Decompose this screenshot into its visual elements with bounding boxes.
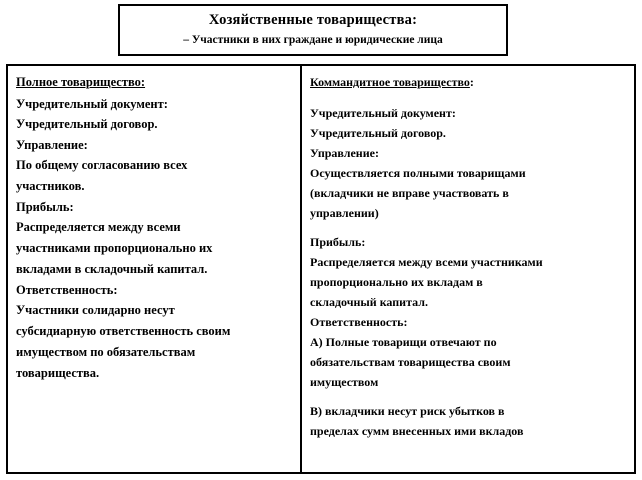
left-text-liability-1: Участники солидарно несут	[16, 303, 175, 317]
right-block-profit	[310, 232, 626, 312]
page-title: Хозяйственные товарищества:	[208, 12, 418, 28]
right-block-founding-document	[310, 103, 626, 143]
spacer-right-3	[310, 392, 626, 401]
column-limited-partnership	[302, 66, 634, 472]
title-box	[118, 4, 508, 56]
left-text-profit-3: вкладами в складочный капитал.	[16, 262, 208, 276]
right-label-liability: Ответственность:	[310, 315, 408, 329]
left-text-liability-4: товарищества.	[16, 366, 100, 380]
right-block-management	[310, 143, 626, 223]
right-label-founding-document: Учредительный документ:	[310, 106, 456, 120]
right-text-management-3: управлении)	[310, 206, 379, 220]
right-block-liability	[310, 312, 626, 392]
left-block-founding-document	[16, 94, 292, 135]
right-block-contributors	[310, 401, 626, 441]
left-text-liability-2: субсидиарную ответственность своим	[16, 324, 231, 338]
column-right-heading-colon: :	[469, 75, 474, 89]
left-label-profit: Прибыль:	[16, 200, 74, 214]
column-left-heading: Полное товарищество:	[16, 75, 146, 89]
column-full-partnership	[8, 66, 302, 472]
left-label-management: Управление:	[16, 138, 88, 152]
spacer-right-2	[310, 223, 626, 232]
right-text-liability-3: имуществом	[310, 375, 379, 389]
left-text-profit-2: участниками пропорционально их	[16, 241, 213, 255]
right-text-profit-3: складочный капитал.	[310, 295, 428, 309]
left-text-management-2: участников.	[16, 179, 85, 193]
left-text-founding-document-1: Учредительный договор.	[16, 117, 158, 131]
right-label-profit: Прибыль:	[310, 235, 366, 249]
left-block-management	[16, 135, 292, 197]
left-text-management-1: По общему согласованию всех	[16, 158, 188, 172]
comparison-table	[6, 64, 636, 474]
right-text-contributors-2: пределах сумм внесенных ими вкладов	[310, 424, 524, 438]
right-text-management-1: Осуществляется полными товарищами	[310, 166, 526, 180]
column-right-heading-text: Коммандитное товарищество	[310, 75, 470, 89]
right-text-management-2: (вкладчики не вправе участвовать в	[310, 186, 509, 200]
left-block-liability	[16, 280, 292, 384]
right-text-founding-document-1: Учредительный договор.	[310, 126, 446, 140]
right-text-contributors-1: В) вкладчики несут риск убытков в	[310, 404, 505, 418]
right-text-liability-1: А) Полные товарищи отвечают по	[310, 335, 497, 349]
column-right-heading	[310, 74, 626, 91]
spacer-right-1	[310, 94, 626, 103]
left-label-founding-document: Учредительный документ:	[16, 97, 168, 111]
left-block-profit	[16, 197, 292, 280]
left-text-profit-1: Распределяется между всеми	[16, 220, 181, 234]
right-text-profit-2: пропорционально их вкладам в	[310, 275, 483, 289]
page-subtitle: – Участники в них граждане и юридические лица	[183, 34, 443, 46]
left-label-liability: Ответственность:	[16, 283, 118, 297]
right-text-liability-2: обязательствам товарищества своим	[310, 355, 511, 369]
left-text-liability-3: имуществом по обязательствам	[16, 345, 196, 359]
right-text-profit-1: Распределяется между всеми участниками	[310, 255, 543, 269]
right-label-management: Управление:	[310, 146, 379, 160]
